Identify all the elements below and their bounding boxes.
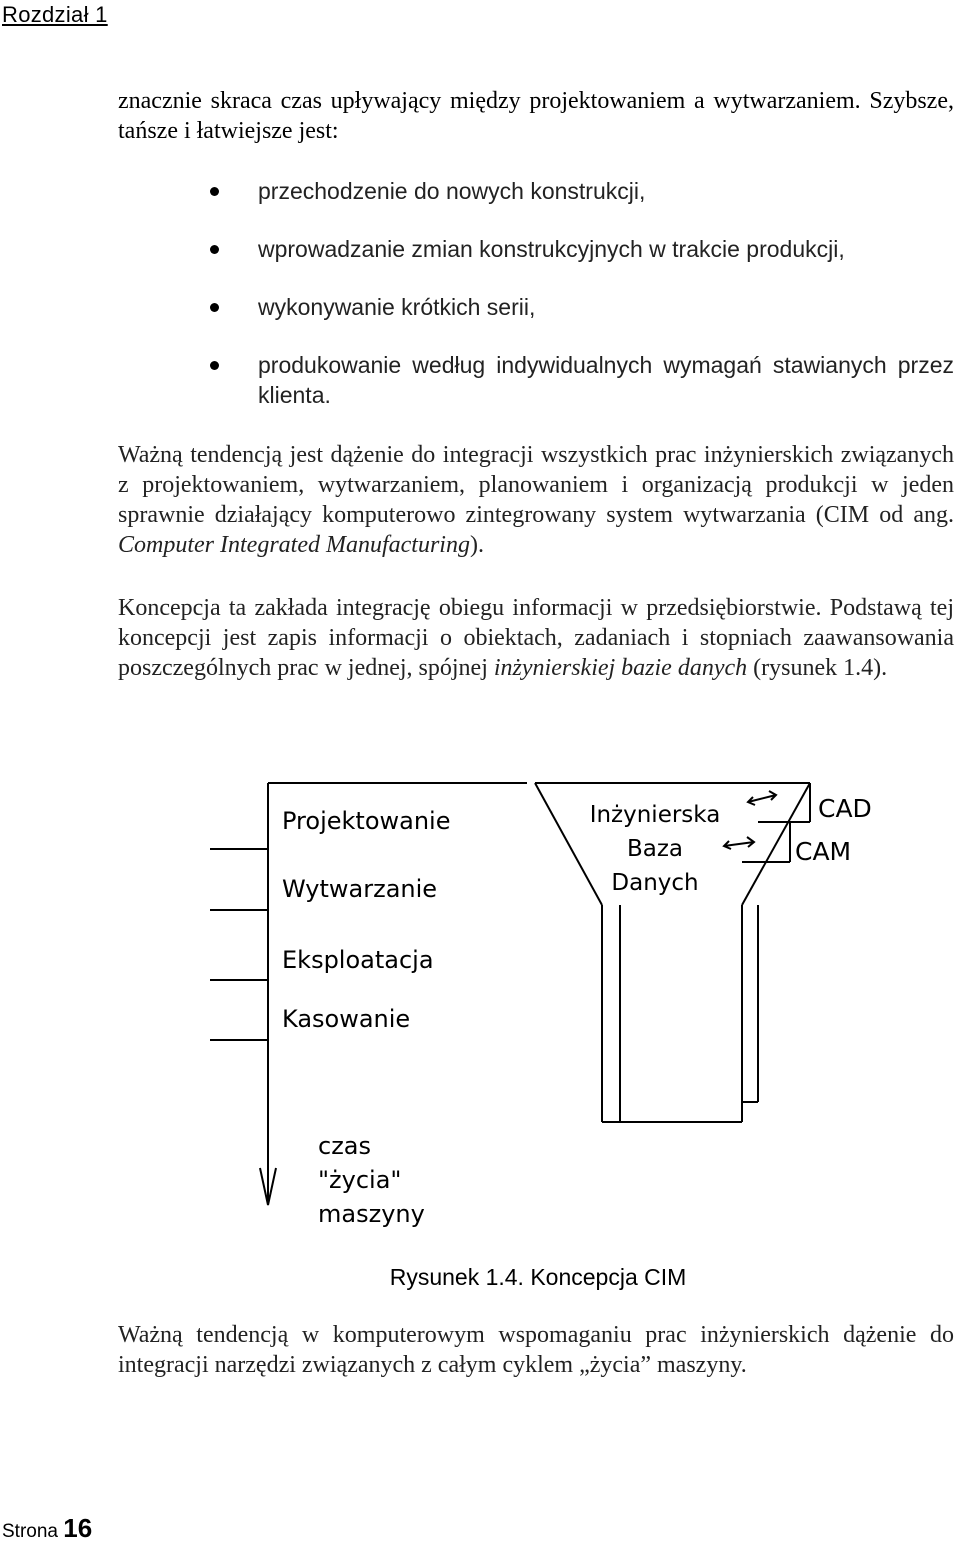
paragraph-intro: znacznie skraca czas upływający między projektowaniem a wytwarzaniem. Szybsze, tańsze i łatwiejsze jest: xyxy=(118,88,954,144)
list-item: wykonywanie krótkich serii, xyxy=(118,292,954,322)
paragraph-cim-end: ). xyxy=(469,532,484,558)
paragraph-cim xyxy=(118,440,954,560)
stage-label-disposal: Kasowanie xyxy=(282,1005,411,1033)
stage-label-manufacturing: Wytwarzanie xyxy=(282,875,438,903)
chapter-header: Rozdział 1 xyxy=(2,2,108,27)
footer-label: Strona xyxy=(2,1521,58,1542)
stage-label-design: Projektowanie xyxy=(282,807,451,835)
paragraph-cim-italic: Computer Integrated Manufacturing xyxy=(118,532,470,558)
page-footer xyxy=(2,1513,92,1544)
cad-exchange-arrow-icon xyxy=(748,791,776,805)
axis-label-line2: "życia" xyxy=(318,1166,402,1194)
cam-exchange-arrow-icon xyxy=(724,837,754,849)
paragraph-lifecycle: Ważną tendencją w komputerowym wspomaganiu prac inżynierskich dążenie do integracji narzędzi związanych z całym cyklem „życia” maszyny. xyxy=(118,1322,954,1378)
database-label-line2: Baza xyxy=(626,836,684,862)
axis-label-line3: maszyny xyxy=(318,1200,425,1228)
paragraph-cim-text: Ważną tendencją jest dążenie do integracji wszystkich prac inżynierskich związanych z projektowaniem, wytwarzaniem, planowaniem i organizacją produkcji w jeden sprawnie działający komputerowo zintegrowany system wytwarzania (CIM od ang. xyxy=(118,442,954,528)
figure-caption: Rysunek 1.4. Koncepcja CIM xyxy=(389,1264,687,1290)
database-funnel xyxy=(535,783,810,1122)
list-item: przechodzenie do nowych konstrukcji, xyxy=(118,176,954,206)
paragraph-database-end: (rysunek 1.4). xyxy=(747,655,888,681)
list-item: produkowanie według indywidualnych wymagań stawianych przez klienta. xyxy=(118,350,954,410)
database-label-line1: Inżynierska xyxy=(589,802,721,828)
page-number: 16 xyxy=(63,1513,93,1543)
axis-label-line1: czas xyxy=(318,1132,372,1160)
paragraph-database-italic: inżynierskiej bazie danych xyxy=(493,655,748,681)
cam-label: CAM xyxy=(795,837,852,866)
database-label-line3: Danych xyxy=(611,870,699,896)
cim-diagram xyxy=(0,760,960,1250)
paragraph-database-text: Koncepcja ta zakłada integrację obiegu informacji w przedsiębiorstwie. Podstawą tej koncepcji jest zapis informacji o obiektach, zadaniach i stopniach zaawansowania poszczególnych prac w jednej, spójnej xyxy=(118,595,954,681)
benefits-list xyxy=(118,176,954,438)
stage-label-operation: Eksploatacja xyxy=(282,946,434,974)
cad-label: CAD xyxy=(818,794,872,823)
list-item: wprowadzanie zmian konstrukcyjnych w trakcie produkcji, xyxy=(118,234,954,264)
paragraph-database xyxy=(118,593,954,683)
